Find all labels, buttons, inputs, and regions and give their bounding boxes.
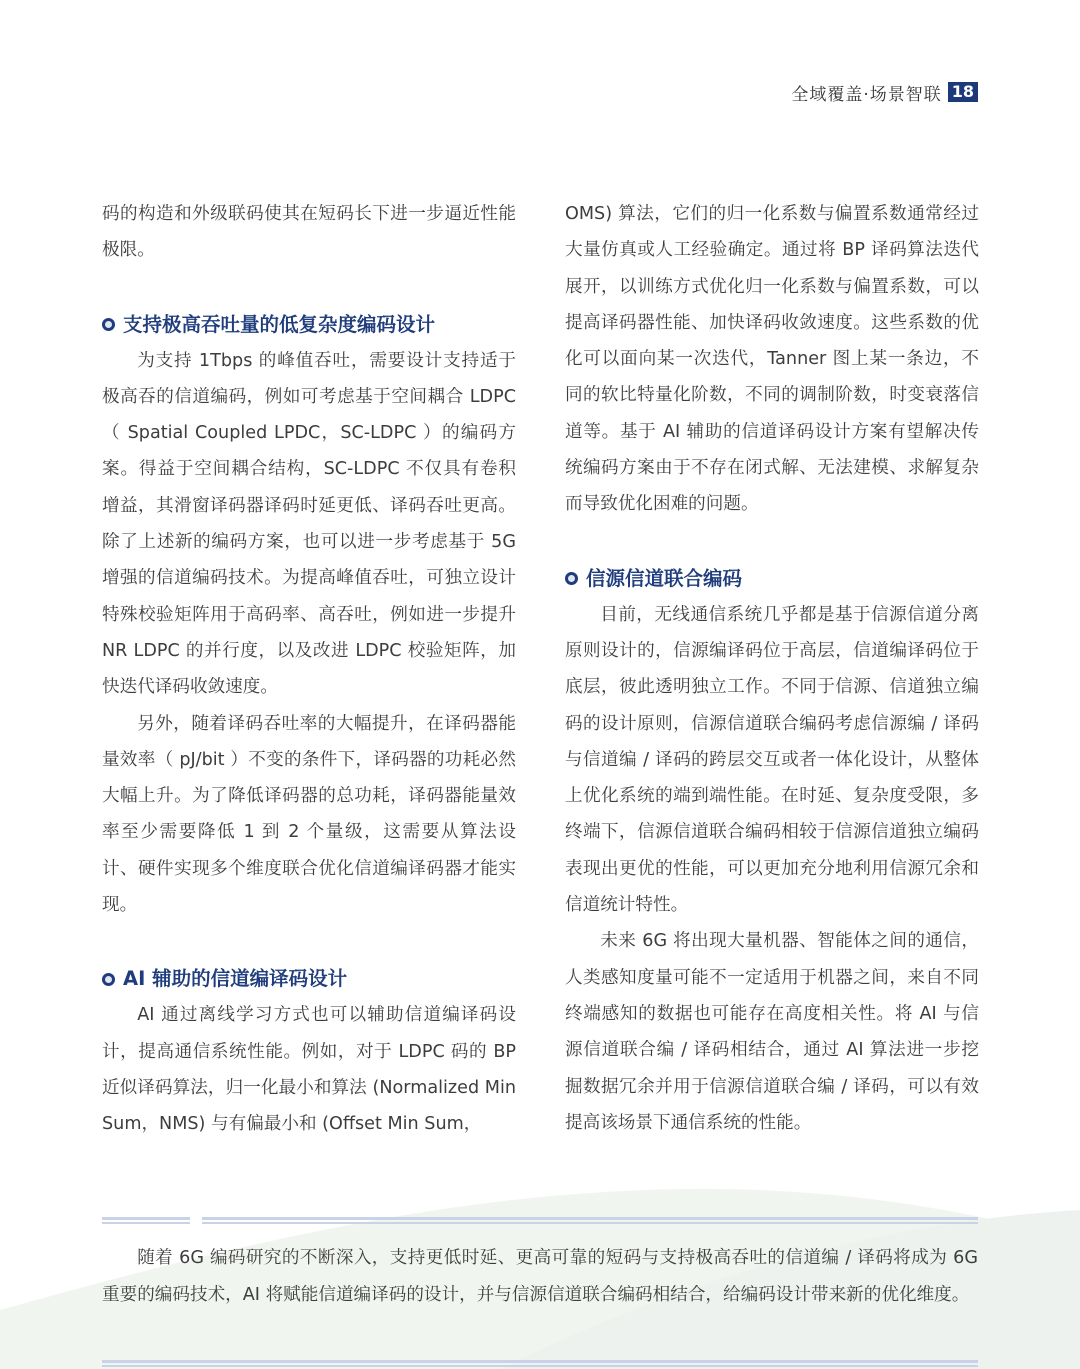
section-high-throughput <box>102 307 516 924</box>
body-paragraph: 未来 6G 将出现大量机器、智能体之间的通信，人类感知度量可能不一定适用于机器之间，来自不同终端感知的数据也可能存在高度相关性。将 AI 与信源信道联合编 / 译码相结合，通过 AI 算法进一步挖掘数据冗余并用于信源信道联合编 / 译码，可以有效提高该场景下通信系统的性能。 <box>565 931 979 1133</box>
body-paragraph: 目前，无线通信系统几乎都是基于信源信道分离原则设计的，信源编译码位于高层，信道编译码位于底层，彼此透明独立工作。不同于信源、信道独立编码的设计原则，信源信道联合编码考虑信源编 / 译码与信道编 / 译码的跨层交互或者一体化设计，从整体上优化系统的端到端性能。在时延、复杂度受限，多终端下，信源信道联合编码相较于信源信道独立编码表现出更优的性能，可以更加充分地利用信源冗余和信道统计特性。 <box>565 604 979 916</box>
section-heading <box>102 961 516 997</box>
section-heading <box>565 561 979 597</box>
left-column <box>102 196 516 1143</box>
body-paragraph: AI 通过离线学习方式也可以辅助信道编译码设计，提高通信系统性能。例如，对于 LDPC 码的 BP 近似译码算法，归一化最小和算法 (Normalized Min Sum，NMS) 与有偏最小和 (Offset Min Sum， <box>102 1005 516 1135</box>
header-title: 全域覆盖·场景智联 <box>791 84 942 105</box>
summary-top-rule <box>102 1217 978 1225</box>
section-joint-coding <box>565 561 979 1141</box>
summary-paragraph: 随着 6G 编码研究的不断深入，支持更低时延、更高可靠的短码与支持极高吞吐的信道编 / 译码将成为 6G 重要的编码技术，AI 将赋能信道编译码的设计，并与信源信道联合编码相结合，给编码设计带来新的优化维度。 <box>102 1248 978 1305</box>
page-header <box>791 80 978 104</box>
circle-bullet-icon <box>102 318 115 331</box>
body-paragraph: 为支持 1Tbps 的峰值吞吐，需要设计支持适于极高吞的信道编码，例如可考虑基于空间耦合 LDPC（ Spatial Coupled LPDC，SC-LDPC ）的编码方案。得益于空间耦合结构，SC-LDPC 不仅具有卷积增益，其滑窗译码器译码时延更低、译码吞吐更高。除了上述新的编码方案，也可以进一步考虑基于 5G 增强的信道编码技术。为提高峰值吞吐，可独立设计特殊校验矩阵用于高码率、高吞吐，例如进一步提升 NR LDPC 的并行度，以及改进 LDPC 校验矩阵，加快迭代译码收敛速度。 <box>102 350 516 698</box>
section-heading-text: 支持极高吞吐量的低复杂度编码设计 <box>123 312 436 336</box>
circle-bullet-icon <box>565 572 578 585</box>
section-heading <box>102 307 516 343</box>
continued-paragraph: OMS) 算法，它们的归一化系数与偏置系数通常经过大量仿真或人工经验确定。通过将 BP 译码算法迭代展开，以训练方式优化归一化系数与偏置系数，可以提高译码器性能、加快译码收敛速度。这些系数的优化可以面向某一次迭代，Tanner 图上某一条边，不同的软比特量化阶数，不同的调制阶数，时变衰落信道等。基于 AI 辅助的信道译码设计方案有望解决传统编码方案由于不存在闭式解、无法建模、求解复杂而导致优化困难的问题。 <box>565 204 979 515</box>
right-column <box>565 196 979 1141</box>
page-number-badge: 18 <box>948 82 978 102</box>
section-heading-text: AI 辅助的信道编译码设计 <box>123 967 348 991</box>
body-paragraph: 另外，随着译码吞吐率的大幅提升，在译码器能量效率（ pJ/bit ）不变的条件下，译码器的功耗必然大幅上升。为了降低译码器的总功耗，译码器能量效率至少需要降低 1 到 2 个量级，这需要从算法设计、硬件实现多个维度联合优化信道编译码器才能实现。 <box>102 713 516 916</box>
circle-bullet-icon <box>102 973 115 986</box>
intro-paragraph: 码的构造和外级联码使其在短码长下进一步逼近性能极限。 <box>102 204 516 261</box>
summary-bottom-rule <box>102 1360 978 1368</box>
section-ai-assisted <box>102 961 516 1142</box>
section-heading-text: 信源信道联合编码 <box>586 566 743 590</box>
